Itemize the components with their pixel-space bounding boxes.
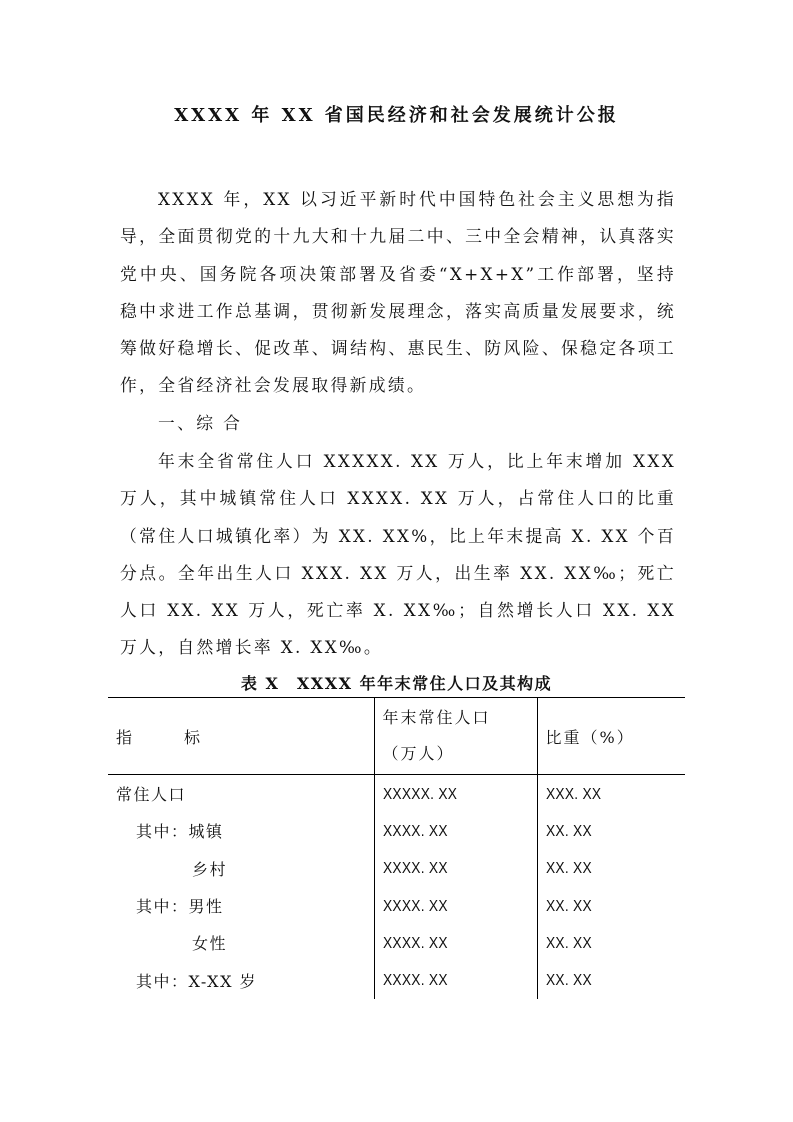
row-share [537,850,685,887]
population-value: XXXX. XX [382,860,448,878]
row-population [374,850,537,887]
table-row [108,961,685,998]
table-row [108,775,685,813]
share-value: XX. XX [545,972,592,990]
row-label [116,894,224,917]
share-value: XX. XX [545,822,592,840]
row-label-text: 城镇 [188,822,224,842]
population-value: XXXX. XX [382,897,448,915]
row-indicator [108,961,374,998]
row-label-text: X-XX 岁 [188,971,258,991]
population-paragraph: 年末全省常住人口 XXXXX. XX 万人，比上年末增加 XXX 万人，其中城镇常住人口 XXXX. XX 万人，占常住人口的比重（常住人口城镇化率）为 XX. XX%，比上年末提高 X. XX 个百分点。全年出生人口 XXX. XX 万人，出生率 XX. XX‰；死亡人口 XX. XX 万人，死亡率 X. XX‰；自然增长人口 XX. XX 万人，自然增长率 X. XX‰。 [120,451,676,658]
header-population [374,698,537,775]
row-label [116,969,257,992]
population-value: XXXXX. XX [382,785,457,803]
share-value: XXX. XX [545,785,601,803]
header-share [537,698,685,775]
table-row [108,812,685,849]
section-heading-wrap [120,405,676,442]
population-value: XXXX. XX [382,822,448,840]
row-indicator [108,812,374,849]
header-population-line2: （万人） [382,744,455,763]
table-row [108,887,685,924]
population-value: XXXX. XX [382,972,448,990]
row-prefix: 其中： [136,897,189,917]
row-population [374,887,537,924]
row-prefix: 其中： [136,822,189,842]
population-value: XXXX. XX [382,934,448,952]
row-label: 常住人口 [116,785,187,805]
row-population [374,812,537,849]
header-population-line1: 年末常住人口 [382,708,491,727]
row-share [537,887,685,924]
population-table [108,697,685,999]
population-table-wrap [108,697,685,999]
share-value: XX. XX [545,934,592,952]
table-header-row [108,698,685,775]
intro-section [120,181,676,405]
row-population [374,924,537,961]
row-indicator [108,887,374,924]
row-share [537,812,685,849]
table-row [108,850,685,887]
document-title: XXXX 年 XX 省国民经济和社会发展统计公报 [174,105,619,126]
row-share [537,775,685,813]
share-value: XX. XX [545,860,592,878]
table-caption: 表 X XXXX 年年末常住人口及其构成 [240,674,553,693]
header-share-label: 比重（%） [545,727,635,747]
row-indicator [108,850,374,887]
row-indicator [108,924,374,961]
row-population [374,961,537,998]
row-label [116,819,224,842]
row-share [537,924,685,961]
row-population [374,775,537,813]
section-heading: 一、综 合 [158,413,243,433]
row-indicator [108,775,374,813]
row-label: 乡村 [192,859,228,879]
table-row [108,924,685,961]
row-share [537,961,685,998]
header-indicator-label: 指 标 [116,727,219,747]
row-label: 女性 [192,934,228,954]
row-label-text: 男性 [188,897,224,917]
share-value: XX. XX [545,897,592,915]
header-indicator [108,698,374,775]
row-prefix: 其中： [136,971,189,991]
intro-paragraph: XXXX 年，XX 以习近平新时代中国特色社会主义思想为指导，全面贯彻党的十九大和十九届二中、三中全会精神，认真落实党中央、国务院各项决策部署及省委“X+X+X”工作部署，坚持稳中求进工作总基调，贯彻新发展理念，落实高质量发展要求，统筹做好稳增长、促改革、调结构、惠民生、防风险、保稳定各项工作，全省经济社会发展取得新成绩。 [120,189,676,396]
population-section [120,443,676,667]
